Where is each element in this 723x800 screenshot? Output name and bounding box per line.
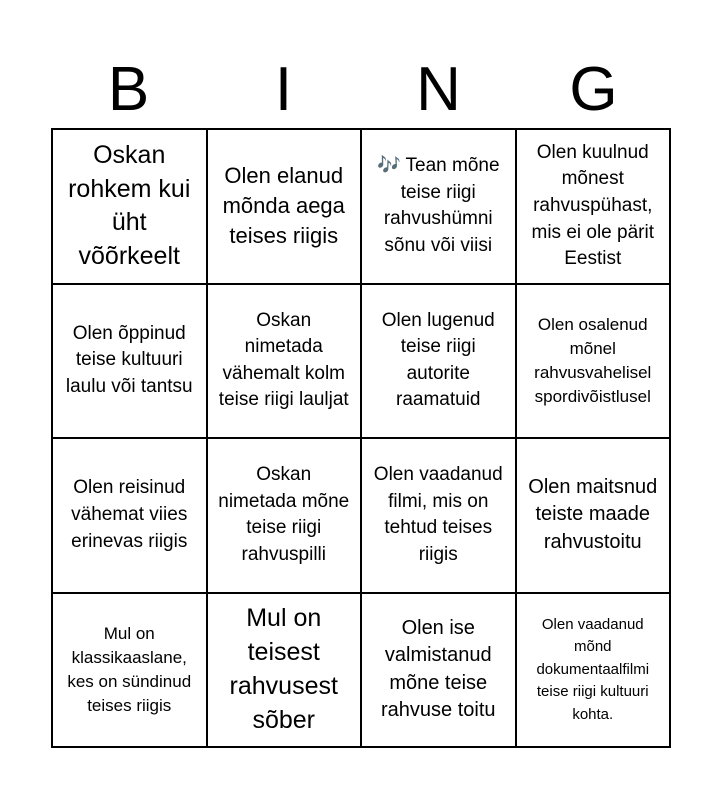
- bingo-header: [51, 52, 671, 128]
- bingo-cell-2[interactable]: [208, 130, 363, 285]
- header-letter-g: G: [569, 55, 618, 124]
- cell-text: Olen ise valmistanud mõne teise rahvuse toitu: [380, 616, 496, 722]
- cell-text: Oskan nimetada mõne teise riigi rahvuspilli: [218, 464, 350, 565]
- cell-text: Oskan nimetada vähemalt kolm teise riigi lauljat: [218, 309, 349, 411]
- cell-text: Olen reisinud vähemat viies erinevas riigis: [71, 477, 188, 552]
- cell-text: 🎶 Tean mõne teise riigi rahvushümni sõnu või viisi: [376, 155, 500, 256]
- bingo-cell-10[interactable]: [208, 439, 363, 594]
- bingo-cell-9[interactable]: [53, 439, 208, 594]
- cell-text: Mul on klassikaaslane, kes on sündinud teises riigis: [67, 624, 192, 715]
- cell-text: Olen elanud mõnda aega teises riigis: [222, 162, 345, 249]
- bingo-cell-8[interactable]: [517, 285, 672, 440]
- header-letter-i: I: [274, 55, 293, 124]
- bingo-cell-15[interactable]: [362, 594, 517, 749]
- bingo-cell-1[interactable]: [53, 130, 208, 285]
- cell-text: Olen osalenud mõnel rahvusvahelisel spordivõistlusel: [534, 315, 652, 406]
- cell-text: Olen vaadanud filmi, mis on tehtud teises riigis: [373, 464, 503, 565]
- bingo-board: [51, 128, 671, 748]
- bingo-cell-11[interactable]: [362, 439, 517, 594]
- header-letter-b: B: [107, 55, 150, 124]
- cell-text: Olen maitsnud teiste maade rahvustoitu: [528, 475, 658, 554]
- cell-text: Olen lugenud teise riigi autorite raamatuid: [381, 309, 495, 411]
- cell-text: Olen õppinud teise kultuuri laulu või tantsu: [65, 322, 193, 398]
- header-letter-n: N: [416, 55, 461, 124]
- bingo-cell-6[interactable]: [208, 285, 363, 440]
- bingo-cell-3[interactable]: [362, 130, 517, 285]
- bingo-cell-12[interactable]: [517, 439, 672, 594]
- bingo-cell-7[interactable]: [362, 285, 517, 440]
- cell-text: Olen vaadanud mõnd dokumentaalfilmi teise riigi kultuuri kohta.: [536, 615, 650, 723]
- cell-text: Mul on teisest rahvusest sõber: [229, 604, 338, 734]
- cell-text: Oskan rohkem kui üht võõrkeelt: [68, 140, 191, 270]
- bingo-cell-4[interactable]: [517, 130, 672, 285]
- bingo-cell-16[interactable]: [517, 594, 672, 749]
- bingo-cell-13[interactable]: [53, 594, 208, 749]
- cell-text: Olen kuulnud mõnest rahvuspühast, mis ei ole pärit Eestist: [531, 141, 654, 270]
- bingo-cell-5[interactable]: [53, 285, 208, 440]
- bingo-cell-14[interactable]: [208, 594, 363, 749]
